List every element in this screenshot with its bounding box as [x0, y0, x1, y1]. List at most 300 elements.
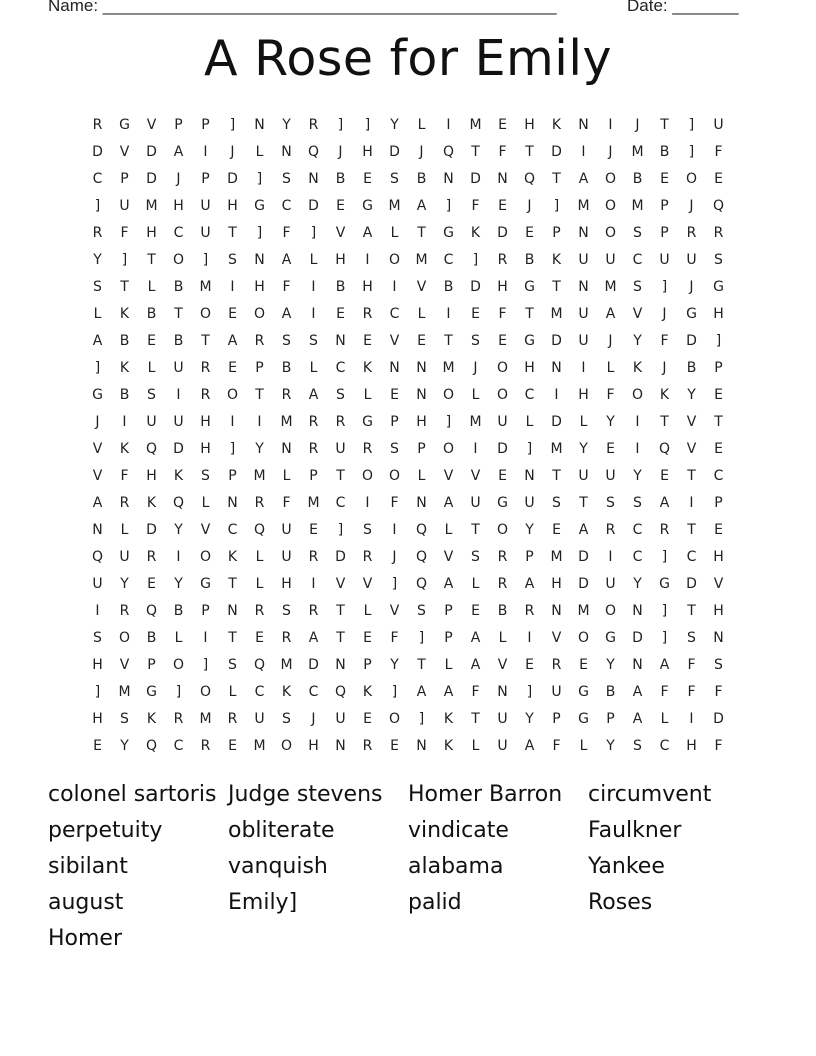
word-list-item: Faulkner: [588, 818, 682, 843]
grid-letter: B: [119, 387, 130, 403]
grid-letter: I: [257, 414, 262, 430]
grid-letter: ]: [445, 198, 452, 214]
grid-letter: S: [633, 738, 642, 754]
grid-letter: H: [713, 603, 724, 619]
grid-letter: A: [578, 522, 589, 538]
grid-letter: D: [146, 144, 157, 160]
grid-letter: S: [552, 495, 561, 511]
grid-letter: ]: [94, 198, 101, 214]
grid-letter: B: [173, 279, 184, 295]
grid-letter: I: [392, 522, 397, 538]
grid-letter: R: [362, 306, 373, 322]
grid-letter: O: [577, 630, 590, 646]
grid-letter: ]: [202, 657, 209, 673]
grid-letter: F: [498, 144, 507, 160]
grid-letter: I: [203, 630, 208, 646]
grid-letter: C: [92, 171, 103, 187]
grid-letter: U: [119, 549, 130, 565]
grid-letter: O: [496, 387, 509, 403]
grid-letter: A: [173, 144, 184, 160]
grid-letter: I: [311, 279, 316, 295]
grid-letter: B: [497, 603, 508, 619]
word-list-item: vindicate: [408, 818, 509, 843]
grid-letter: E: [390, 738, 399, 754]
grid-letter: G: [524, 279, 535, 295]
grid-letter: M: [118, 684, 131, 700]
grid-letter: N: [497, 684, 508, 700]
grid-letter: I: [230, 279, 235, 295]
grid-letter: R: [200, 360, 211, 376]
word-list-item: alabama: [408, 854, 504, 879]
grid-letter: N: [524, 468, 535, 484]
grid-letter: H: [713, 549, 724, 565]
grid-letter: R: [308, 117, 319, 133]
grid-letter: S: [714, 657, 723, 673]
grid-letter: P: [552, 225, 561, 241]
grid-letter: S: [633, 495, 642, 511]
grid-letter: V: [389, 333, 400, 349]
grid-letter: M: [469, 117, 482, 133]
grid-letter: O: [280, 738, 293, 754]
grid-letter: T: [687, 603, 696, 619]
word-list-item: august: [48, 890, 124, 915]
grid-letter: K: [443, 738, 454, 754]
grid-letter: P: [255, 360, 264, 376]
grid-letter: K: [281, 684, 292, 700]
grid-letter: S: [93, 630, 102, 646]
grid-letter: D: [578, 576, 589, 592]
grid-letter: I: [365, 495, 370, 511]
grid-letter: L: [498, 630, 507, 646]
grid-letter: D: [578, 549, 589, 565]
grid-letter: H: [524, 117, 535, 133]
grid-letter: T: [444, 333, 453, 349]
grid-letter: I: [122, 414, 127, 430]
grid-letter: ]: [715, 333, 722, 349]
word-list-item: colonel sartoris: [48, 782, 217, 807]
grid-letter: I: [689, 711, 694, 727]
grid-letter: R: [119, 603, 130, 619]
grid-letter: C: [173, 738, 184, 754]
grid-letter: U: [497, 414, 508, 430]
grid-letter: G: [713, 279, 724, 295]
grid-letter: R: [281, 630, 292, 646]
grid-letter: ]: [202, 252, 209, 268]
grid-letter: H: [200, 441, 211, 457]
grid-letter: Q: [334, 684, 347, 700]
grid-letter: N: [335, 333, 346, 349]
word-list-item: Homer: [48, 926, 123, 951]
grid-letter: E: [255, 630, 264, 646]
grid-letter: K: [659, 387, 670, 403]
grid-letter: R: [200, 387, 211, 403]
date-field-label: Date: _______: [627, 0, 739, 15]
grid-letter: T: [579, 495, 588, 511]
grid-letter: M: [631, 198, 644, 214]
grid-letter: P: [201, 603, 210, 619]
grid-letter: D: [146, 171, 157, 187]
grid-letter: A: [524, 576, 535, 592]
grid-letter: Q: [91, 549, 104, 565]
grid-letter: T: [525, 144, 534, 160]
grid-letter: A: [416, 198, 427, 214]
grid-letter: L: [390, 225, 399, 241]
grid-letter: O: [199, 684, 212, 700]
grid-letter: L: [309, 360, 318, 376]
grid-letter: F: [687, 684, 696, 700]
grid-letter: Q: [415, 549, 428, 565]
grid-letter: T: [147, 252, 156, 268]
grid-letter: K: [362, 360, 373, 376]
grid-letter: D: [632, 630, 643, 646]
grid-letter: U: [335, 441, 346, 457]
grid-letter: A: [416, 684, 427, 700]
grid-letter: A: [443, 576, 454, 592]
grid-letter: R: [686, 225, 697, 241]
grid-letter: D: [146, 522, 157, 538]
grid-letter: O: [199, 306, 212, 322]
grid-letter: C: [443, 252, 454, 268]
grid-letter: M: [307, 495, 320, 511]
grid-letter: R: [497, 576, 508, 592]
grid-letter: J: [608, 144, 613, 160]
grid-letter: A: [659, 657, 670, 673]
grid-letter: ]: [337, 117, 344, 133]
grid-letter: Y: [390, 657, 399, 673]
grid-letter: L: [417, 306, 426, 322]
grid-letter: E: [660, 468, 669, 484]
grid-letter: I: [608, 549, 613, 565]
grid-letter: N: [713, 630, 724, 646]
grid-letter: V: [551, 630, 562, 646]
grid-letter: I: [311, 576, 316, 592]
grid-letter: J: [473, 360, 478, 376]
grid-letter: A: [92, 333, 103, 349]
grid-letter: G: [524, 333, 535, 349]
grid-letter: T: [714, 414, 723, 430]
grid-letter: E: [93, 738, 102, 754]
word-list-item: perpetuity: [48, 818, 163, 843]
grid-letter: U: [686, 252, 697, 268]
grid-letter: H: [146, 225, 157, 241]
grid-letter: O: [604, 198, 617, 214]
grid-letter: I: [635, 441, 640, 457]
grid-letter: M: [631, 144, 644, 160]
grid-letter: E: [363, 711, 372, 727]
grid-letter: E: [660, 171, 669, 187]
grid-letter: L: [471, 738, 480, 754]
grid-letter: V: [335, 576, 346, 592]
grid-letter: ]: [256, 225, 263, 241]
grid-letter: ]: [121, 252, 128, 268]
grid-letter: R: [119, 495, 130, 511]
grid-letter: V: [443, 549, 454, 565]
grid-letter: V: [686, 441, 697, 457]
grid-letter: L: [201, 495, 210, 511]
grid-letter: R: [605, 522, 616, 538]
grid-letter: P: [390, 414, 399, 430]
grid-letter: S: [282, 333, 291, 349]
grid-letter: R: [254, 333, 265, 349]
grid-letter: ]: [553, 198, 560, 214]
grid-letter: H: [686, 738, 697, 754]
grid-letter: C: [713, 468, 724, 484]
grid-letter: S: [282, 171, 291, 187]
grid-letter: M: [388, 198, 401, 214]
grid-letter: E: [363, 333, 372, 349]
grid-letter: N: [335, 657, 346, 673]
grid-letter: M: [280, 657, 293, 673]
grid-letter: G: [200, 576, 211, 592]
grid-letter: O: [604, 225, 617, 241]
grid-letter: T: [687, 468, 696, 484]
grid-letter: B: [173, 603, 184, 619]
grid-letter: B: [335, 279, 346, 295]
grid-letter: F: [660, 333, 669, 349]
grid-letter: U: [200, 225, 211, 241]
grid-letter: G: [92, 387, 103, 403]
grid-letter: H: [146, 468, 157, 484]
grid-letter: N: [227, 495, 238, 511]
grid-letter: D: [308, 657, 319, 673]
grid-letter: S: [633, 279, 642, 295]
grid-letter: Y: [633, 576, 642, 592]
grid-letter: E: [579, 657, 588, 673]
grid-letter: ]: [175, 684, 182, 700]
grid-letter: M: [604, 279, 617, 295]
grid-letter: U: [605, 468, 616, 484]
grid-letter: I: [554, 387, 559, 403]
grid-letter: Q: [415, 522, 428, 538]
grid-letter: E: [228, 738, 237, 754]
grid-letter: F: [282, 495, 291, 511]
grid-letter: S: [120, 711, 129, 727]
grid-letter: T: [552, 279, 561, 295]
grid-letter: D: [551, 414, 562, 430]
grid-letter: P: [714, 360, 723, 376]
grid-letter: I: [446, 306, 451, 322]
grid-letter: L: [282, 468, 291, 484]
grid-letter: A: [227, 333, 238, 349]
grid-letter: Y: [390, 117, 399, 133]
grid-letter: L: [579, 414, 588, 430]
grid-letter: ]: [688, 144, 695, 160]
grid-letter: R: [524, 603, 535, 619]
grid-letter: D: [497, 441, 508, 457]
grid-letter: J: [176, 171, 181, 187]
grid-letter: K: [551, 252, 562, 268]
grid-letter: Y: [606, 414, 615, 430]
grid-letter: F: [390, 495, 399, 511]
grid-letter: N: [443, 171, 454, 187]
name-field-label: Name: ________________________________________________: [48, 0, 557, 15]
grid-letter: L: [363, 603, 372, 619]
grid-letter: J: [662, 360, 667, 376]
grid-letter: P: [444, 630, 453, 646]
grid-letter: P: [525, 549, 534, 565]
grid-letter: S: [363, 522, 372, 538]
grid-letter: L: [255, 549, 264, 565]
grid-letter: O: [496, 522, 509, 538]
grid-letter: A: [578, 171, 589, 187]
grid-letter: I: [392, 279, 397, 295]
grid-letter: P: [120, 171, 129, 187]
grid-letter: M: [550, 306, 563, 322]
grid-letter: V: [713, 576, 724, 592]
grid-letter: H: [578, 387, 589, 403]
grid-letter: F: [120, 468, 129, 484]
grid-letter: ]: [256, 171, 263, 187]
grid-letter: F: [471, 198, 480, 214]
grid-letter: N: [281, 441, 292, 457]
grid-letter: E: [714, 387, 723, 403]
grid-letter: ]: [310, 225, 317, 241]
grid-letter: D: [308, 198, 319, 214]
grid-letter: B: [416, 171, 427, 187]
grid-letter: M: [577, 603, 590, 619]
grid-letter: U: [578, 468, 589, 484]
grid-letter: ]: [391, 684, 398, 700]
grid-letter: O: [172, 657, 185, 673]
grid-letter: P: [606, 711, 615, 727]
grid-letter: R: [254, 603, 265, 619]
grid-letter: Y: [282, 117, 291, 133]
grid-letter: D: [497, 225, 508, 241]
grid-letter: R: [551, 657, 562, 673]
grid-letter: H: [92, 657, 103, 673]
grid-letter: O: [361, 468, 374, 484]
grid-letter: I: [581, 360, 586, 376]
grid-letter: N: [254, 252, 265, 268]
grid-letter: R: [362, 549, 373, 565]
grid-letter: U: [92, 576, 103, 592]
grid-letter: E: [363, 171, 372, 187]
grid-letter: G: [146, 684, 157, 700]
grid-letter: A: [470, 657, 481, 673]
grid-letter: K: [173, 468, 184, 484]
grid-letter: B: [146, 630, 157, 646]
grid-letter: U: [335, 711, 346, 727]
grid-letter: T: [174, 306, 183, 322]
grid-letter: V: [200, 522, 211, 538]
grid-letter: G: [578, 711, 589, 727]
grid-letter: D: [389, 144, 400, 160]
grid-letter: U: [173, 360, 184, 376]
grid-letter: T: [552, 468, 561, 484]
grid-letter: K: [551, 117, 562, 133]
grid-letter: B: [119, 333, 130, 349]
grid-letter: E: [309, 522, 318, 538]
grid-letter: B: [335, 171, 346, 187]
grid-letter: E: [147, 333, 156, 349]
grid-letter: T: [471, 711, 480, 727]
grid-letter: N: [578, 225, 589, 241]
grid-letter: R: [281, 387, 292, 403]
grid-letter: B: [632, 171, 643, 187]
grid-letter: L: [120, 522, 129, 538]
grid-letter: L: [444, 522, 453, 538]
grid-letter: S: [606, 495, 615, 511]
grid-letter: Y: [120, 738, 129, 754]
grid-letter: R: [308, 549, 319, 565]
grid-letter: R: [92, 225, 103, 241]
grid-letter: E: [714, 441, 723, 457]
grid-letter: R: [227, 711, 238, 727]
grid-letter: N: [308, 171, 319, 187]
grid-letter: H: [713, 306, 724, 322]
grid-letter: H: [227, 198, 238, 214]
grid-letter: Q: [253, 522, 266, 538]
grid-letter: M: [550, 441, 563, 457]
grid-letter: E: [498, 468, 507, 484]
grid-letter: V: [443, 468, 454, 484]
grid-letter: Y: [633, 333, 642, 349]
grid-letter: U: [119, 198, 130, 214]
grid-letter: P: [714, 495, 723, 511]
grid-letter: ]: [688, 117, 695, 133]
grid-letter: L: [147, 279, 156, 295]
grid-letter: F: [120, 225, 129, 241]
grid-letter: G: [497, 495, 508, 511]
grid-letter: U: [200, 198, 211, 214]
grid-letter: F: [282, 225, 291, 241]
grid-letter: ]: [661, 549, 668, 565]
grid-letter: H: [362, 279, 373, 295]
grid-letter: G: [686, 306, 697, 322]
grid-letter: M: [145, 198, 158, 214]
grid-letter: A: [443, 495, 454, 511]
grid-letter: O: [388, 252, 401, 268]
grid-letter: J: [338, 144, 343, 160]
grid-letter: P: [417, 441, 426, 457]
grid-letter: T: [471, 144, 480, 160]
grid-letter: E: [525, 225, 534, 241]
grid-letter: ]: [526, 684, 533, 700]
grid-letter: L: [147, 360, 156, 376]
grid-letter: O: [496, 360, 509, 376]
grid-letter: G: [362, 198, 373, 214]
grid-letter: H: [200, 414, 211, 430]
grid-letter: N: [578, 279, 589, 295]
grid-letter: P: [552, 711, 561, 727]
grid-letter: J: [635, 117, 640, 133]
grid-letter: A: [632, 684, 643, 700]
grid-letter: Y: [174, 522, 183, 538]
grid-letter: B: [605, 684, 616, 700]
grid-letter: ]: [337, 522, 344, 538]
grid-letter: N: [416, 738, 427, 754]
grid-letter: F: [498, 306, 507, 322]
grid-letter: T: [471, 522, 480, 538]
grid-letter: A: [524, 738, 535, 754]
grid-letter: U: [470, 495, 481, 511]
grid-letter: M: [199, 279, 212, 295]
grid-letter: K: [443, 711, 454, 727]
grid-letter: U: [659, 252, 670, 268]
grid-letter: E: [336, 198, 345, 214]
grid-letter: S: [336, 387, 345, 403]
grid-letter: N: [416, 387, 427, 403]
grid-letter: T: [228, 630, 237, 646]
grid-letter: Q: [442, 144, 455, 160]
grid-letter: N: [551, 360, 562, 376]
grid-letter: I: [473, 441, 478, 457]
grid-letter: M: [469, 414, 482, 430]
grid-letter: P: [363, 657, 372, 673]
grid-letter: G: [443, 225, 454, 241]
grid-letter: ]: [418, 711, 425, 727]
grid-letter: V: [686, 414, 697, 430]
